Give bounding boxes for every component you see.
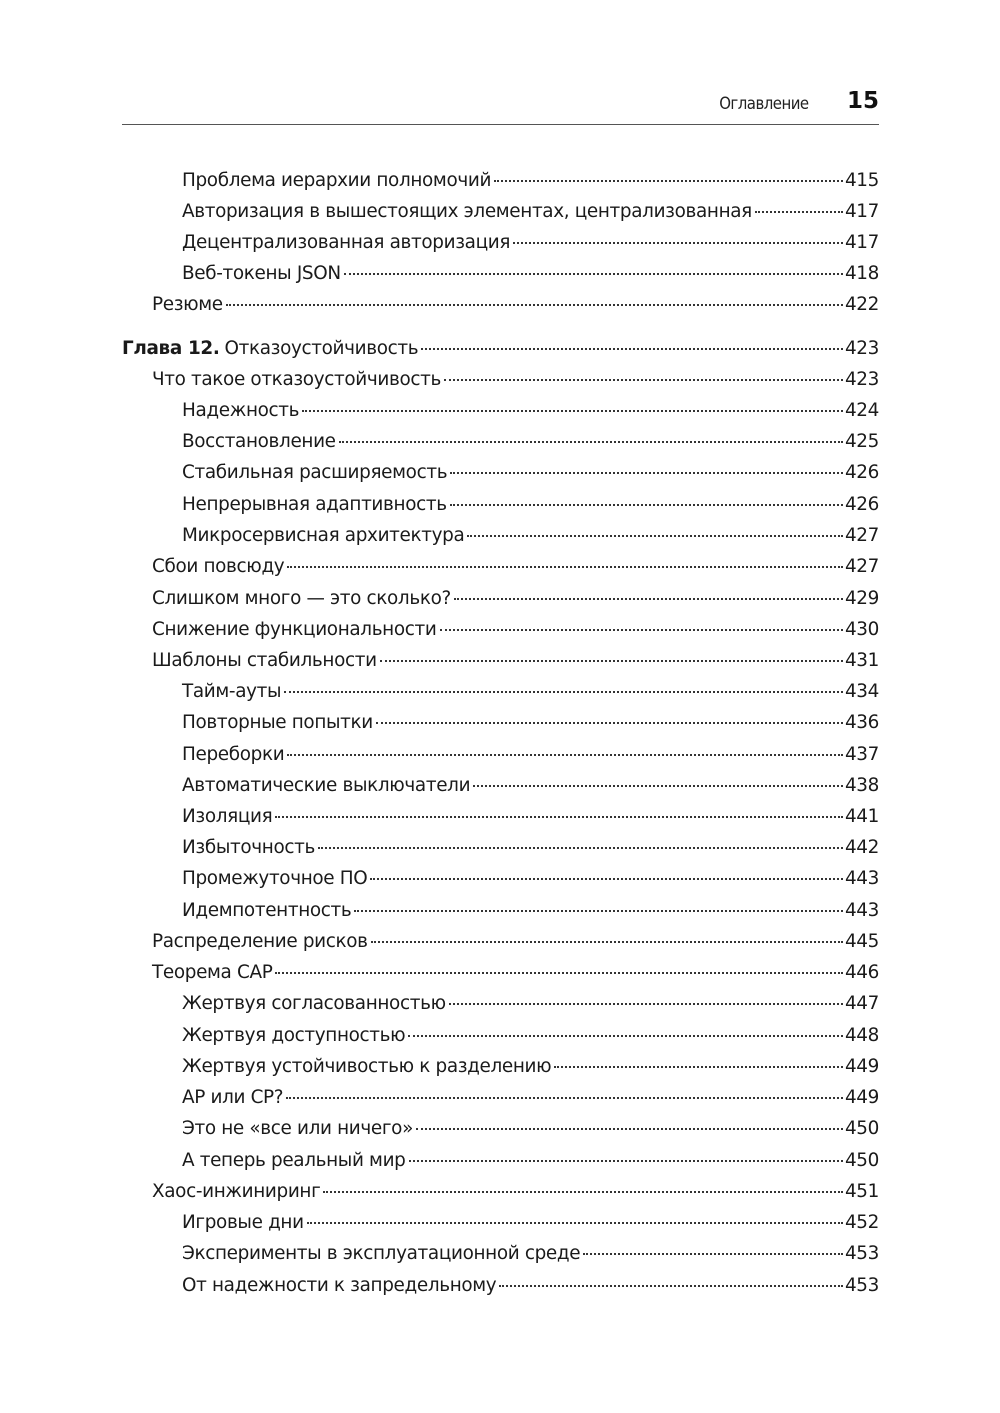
dot-leader <box>449 1003 843 1005</box>
toc-entry-title <box>182 196 752 227</box>
toc-entry-page: 425 <box>844 431 879 452</box>
toc-entry-text: Переборки <box>182 744 285 765</box>
toc-entry <box>122 707 879 738</box>
toc-entry <box>122 289 879 320</box>
chapter-label: Глава 12. <box>122 338 220 359</box>
toc-entry-text: Промежуточное ПО <box>182 868 368 889</box>
toc-entry <box>122 1238 879 1269</box>
toc-entry <box>122 165 879 196</box>
dot-leader <box>421 348 843 350</box>
toc-entry-text: Стабильная расширяемость <box>182 462 448 483</box>
toc-entry-page: 430 <box>844 619 879 640</box>
toc-entry-title <box>152 1176 320 1207</box>
dot-leader <box>440 629 843 631</box>
toc-entry-title <box>182 1207 304 1238</box>
toc-entry <box>122 770 879 801</box>
toc-entry-page: 415 <box>844 170 879 191</box>
toc-entry-page: 417 <box>844 201 879 222</box>
dot-leader <box>339 441 843 443</box>
dot-leader <box>554 1066 843 1068</box>
toc-entry-title <box>182 457 447 488</box>
toc-entry-page: 426 <box>844 462 879 483</box>
toc-entry-title <box>182 165 491 196</box>
toc-entry <box>122 258 879 289</box>
dot-leader <box>286 1097 843 1099</box>
toc-entry-page: 449 <box>844 1087 879 1108</box>
toc-entry-page: 450 <box>844 1118 879 1139</box>
toc-entry <box>122 1207 879 1238</box>
toc-entry-page: 436 <box>844 712 879 733</box>
toc-entry-text: Отказоустойчивость <box>224 338 419 359</box>
toc-entry-text: А теперь реальный мир <box>182 1150 406 1171</box>
toc-entry-page: 443 <box>844 900 879 921</box>
toc-entry <box>122 614 879 645</box>
toc-entry-text: Идемпотентность <box>182 900 352 921</box>
toc-entry-title <box>182 770 470 801</box>
toc-entry-title <box>152 645 377 676</box>
toc-entry <box>122 1051 879 1082</box>
toc-entry-title <box>182 1270 496 1301</box>
toc-entry-page: 418 <box>844 263 879 284</box>
toc-entry-text: Надежность <box>182 400 300 421</box>
toc-entry-text: Избыточность <box>182 837 315 858</box>
dot-leader <box>307 1222 843 1224</box>
toc-entry-title <box>152 364 441 395</box>
toc-entry-title <box>152 926 368 957</box>
dot-leader <box>513 242 843 244</box>
dot-leader <box>284 691 843 693</box>
toc-entry-title <box>182 1082 283 1113</box>
toc-entry-title <box>182 227 510 258</box>
toc-entry <box>122 801 879 832</box>
dot-leader <box>275 972 842 974</box>
toc-entry-text: Слишком много — это сколько? <box>152 588 451 609</box>
toc-entry-text: Тайм-ауты <box>182 681 282 702</box>
toc-entry-text: Распределение рисков <box>152 931 368 952</box>
toc-entry <box>122 457 879 488</box>
toc-entry-page: 447 <box>844 993 879 1014</box>
toc-entry-text: Игровые дни <box>182 1212 304 1233</box>
dot-leader <box>344 273 843 275</box>
toc-entry-title <box>182 1020 405 1051</box>
dot-leader <box>226 304 843 306</box>
toc-entry-page: 438 <box>844 775 879 796</box>
toc-entry-text: Автоматические выключатели <box>182 775 471 796</box>
toc-entry-page: 442 <box>844 837 879 858</box>
toc-entry <box>122 227 879 258</box>
toc-entry-text: Децентрализованная авторизация <box>182 232 511 253</box>
toc-entry <box>122 551 879 582</box>
toc-entry-text: Авторизация в вышестоящих элементах, централизованная <box>182 201 752 222</box>
toc-entry-text: Жертвуя согласованностью <box>182 993 446 1014</box>
dot-leader <box>376 722 843 724</box>
toc-entry <box>122 364 879 395</box>
toc-entry <box>122 489 879 520</box>
toc-entry-text: Повторные попытки <box>182 712 373 733</box>
toc-entry <box>122 895 879 926</box>
toc-entry-page: 443 <box>844 868 879 889</box>
dot-leader <box>494 180 843 182</box>
toc-entry <box>122 1082 879 1113</box>
toc-entry-title <box>152 583 451 614</box>
toc-entry-title <box>182 1145 406 1176</box>
dot-leader <box>370 878 843 880</box>
toc-entry <box>122 426 879 457</box>
toc-entry-page: 445 <box>844 931 879 952</box>
toc-entry <box>122 863 879 894</box>
dot-leader <box>354 910 843 912</box>
toc-entry <box>122 645 879 676</box>
toc-entry-page: 429 <box>844 588 879 609</box>
toc-entry-page: 417 <box>844 232 879 253</box>
toc-entry-title <box>182 988 446 1019</box>
toc-entry-title <box>182 895 351 926</box>
toc-entry-text: Эксперименты в эксплуатационной среде <box>182 1243 581 1264</box>
toc-entry <box>122 926 879 957</box>
toc-entry-page: 426 <box>844 494 879 515</box>
toc-entry <box>122 988 879 1019</box>
dot-leader <box>371 941 843 943</box>
dot-leader <box>409 1160 843 1162</box>
dot-leader <box>275 816 843 818</box>
toc-entry-title <box>182 1238 580 1269</box>
toc-entry-title <box>182 676 281 707</box>
toc-entry-title <box>182 1113 413 1144</box>
dot-leader <box>318 847 843 849</box>
toc-entry-page: 450 <box>844 1150 879 1171</box>
toc-entry-title <box>182 520 464 551</box>
toc-entry <box>122 1020 879 1051</box>
toc-entry <box>122 520 879 551</box>
toc-entry-page: 431 <box>844 650 879 671</box>
toc-entry-text: Непрерывная адаптивность <box>182 494 447 515</box>
toc-entry-page: 437 <box>844 744 879 765</box>
toc-entry <box>122 739 879 770</box>
toc-entry-page: 423 <box>844 369 879 390</box>
toc-entry <box>122 583 879 614</box>
toc-entry <box>122 676 879 707</box>
toc-entry-page: 451 <box>844 1181 879 1202</box>
toc-entry-title <box>182 863 367 894</box>
toc-entry <box>122 196 879 227</box>
toc-entry-page: 452 <box>844 1212 879 1233</box>
dot-leader <box>499 1285 843 1287</box>
toc-entry-text: Шаблоны стабильности <box>152 650 377 671</box>
toc-entry-title <box>182 426 336 457</box>
toc-chapter-entry <box>122 333 879 364</box>
toc-entry-text: Что такое отказоустойчивость <box>152 369 441 390</box>
dot-leader <box>416 1128 843 1130</box>
toc-entry-page: 424 <box>844 400 879 421</box>
toc-entry-page: 434 <box>844 681 879 702</box>
toc-entry-title <box>182 739 284 770</box>
toc-entry-title <box>152 289 223 320</box>
toc-entry-text: Теорема CAP <box>152 962 273 983</box>
toc-entry-title <box>122 333 418 364</box>
toc-entry-text: Микросервисная архитектура <box>182 525 465 546</box>
dot-leader <box>450 472 843 474</box>
toc-entry-page: 449 <box>844 1056 879 1077</box>
toc-entry-page: 441 <box>844 806 879 827</box>
toc-entry-page: 446 <box>844 962 879 983</box>
toc-entry-text: Восстановление <box>182 431 336 452</box>
toc-entry-text: От надежности к запредельному <box>182 1275 497 1296</box>
toc-entry-text: Хаос-инжиниринг <box>152 1181 321 1202</box>
dot-leader <box>450 504 843 506</box>
dot-leader <box>408 1035 843 1037</box>
toc-entry-text: Проблема иерархии полномочий <box>182 170 492 191</box>
toc-entry-text: Изоляция <box>182 806 273 827</box>
page-number: 15 <box>846 88 879 114</box>
toc-entry-title <box>152 957 272 988</box>
toc-entry-page: 422 <box>844 294 879 315</box>
dot-leader <box>473 785 843 787</box>
toc-entry <box>122 395 879 426</box>
toc-entry-page: 453 <box>844 1243 879 1264</box>
dot-leader <box>444 379 843 381</box>
dot-leader <box>467 535 843 537</box>
toc-entry-text: Резюме <box>152 294 223 315</box>
toc-entry-text: Жертвуя устойчивостью к разделению <box>182 1056 552 1077</box>
dot-leader <box>583 1253 843 1255</box>
running-header <box>122 84 879 125</box>
toc-entry-page: 423 <box>844 338 879 359</box>
toc-entry-page: 427 <box>844 525 879 546</box>
toc-entry <box>122 1176 879 1207</box>
toc-entry-title <box>182 832 315 863</box>
toc-entry-title <box>182 801 272 832</box>
toc-entry-text: Веб-токены JSON <box>182 263 341 284</box>
toc-entry <box>122 1270 879 1301</box>
toc-entry-title <box>182 707 373 738</box>
dot-leader <box>454 598 843 600</box>
toc-entry <box>122 957 879 988</box>
dot-leader <box>755 211 843 213</box>
toc-entry <box>122 1113 879 1144</box>
toc-entry-text: Сбои повсюду <box>152 556 285 577</box>
toc-entry-text: Жертвуя доступностью <box>182 1025 406 1046</box>
toc-entry-title <box>152 614 437 645</box>
toc-entry-text: AP или CP? <box>182 1087 284 1108</box>
toc-entry-title <box>182 489 447 520</box>
toc-entry-page: 453 <box>844 1275 879 1296</box>
dot-leader <box>287 754 843 756</box>
toc-entry-text: Это не «все или ничего» <box>182 1118 413 1139</box>
toc-entry-title <box>152 551 284 582</box>
toc-entry-title <box>182 258 341 289</box>
toc-entry-text: Снижение функциональности <box>152 619 437 640</box>
dot-leader <box>380 660 843 662</box>
toc-entry <box>122 1145 879 1176</box>
toc-entry-page: 427 <box>844 556 879 577</box>
toc-entry-title <box>182 1051 551 1082</box>
toc-entry <box>122 832 879 863</box>
running-header-section-title: Оглавление <box>719 94 809 114</box>
toc-entry-title <box>182 395 299 426</box>
dot-leader <box>323 1191 843 1193</box>
dot-leader <box>287 566 843 568</box>
dot-leader <box>302 410 843 412</box>
toc-entry-page: 448 <box>844 1025 879 1046</box>
